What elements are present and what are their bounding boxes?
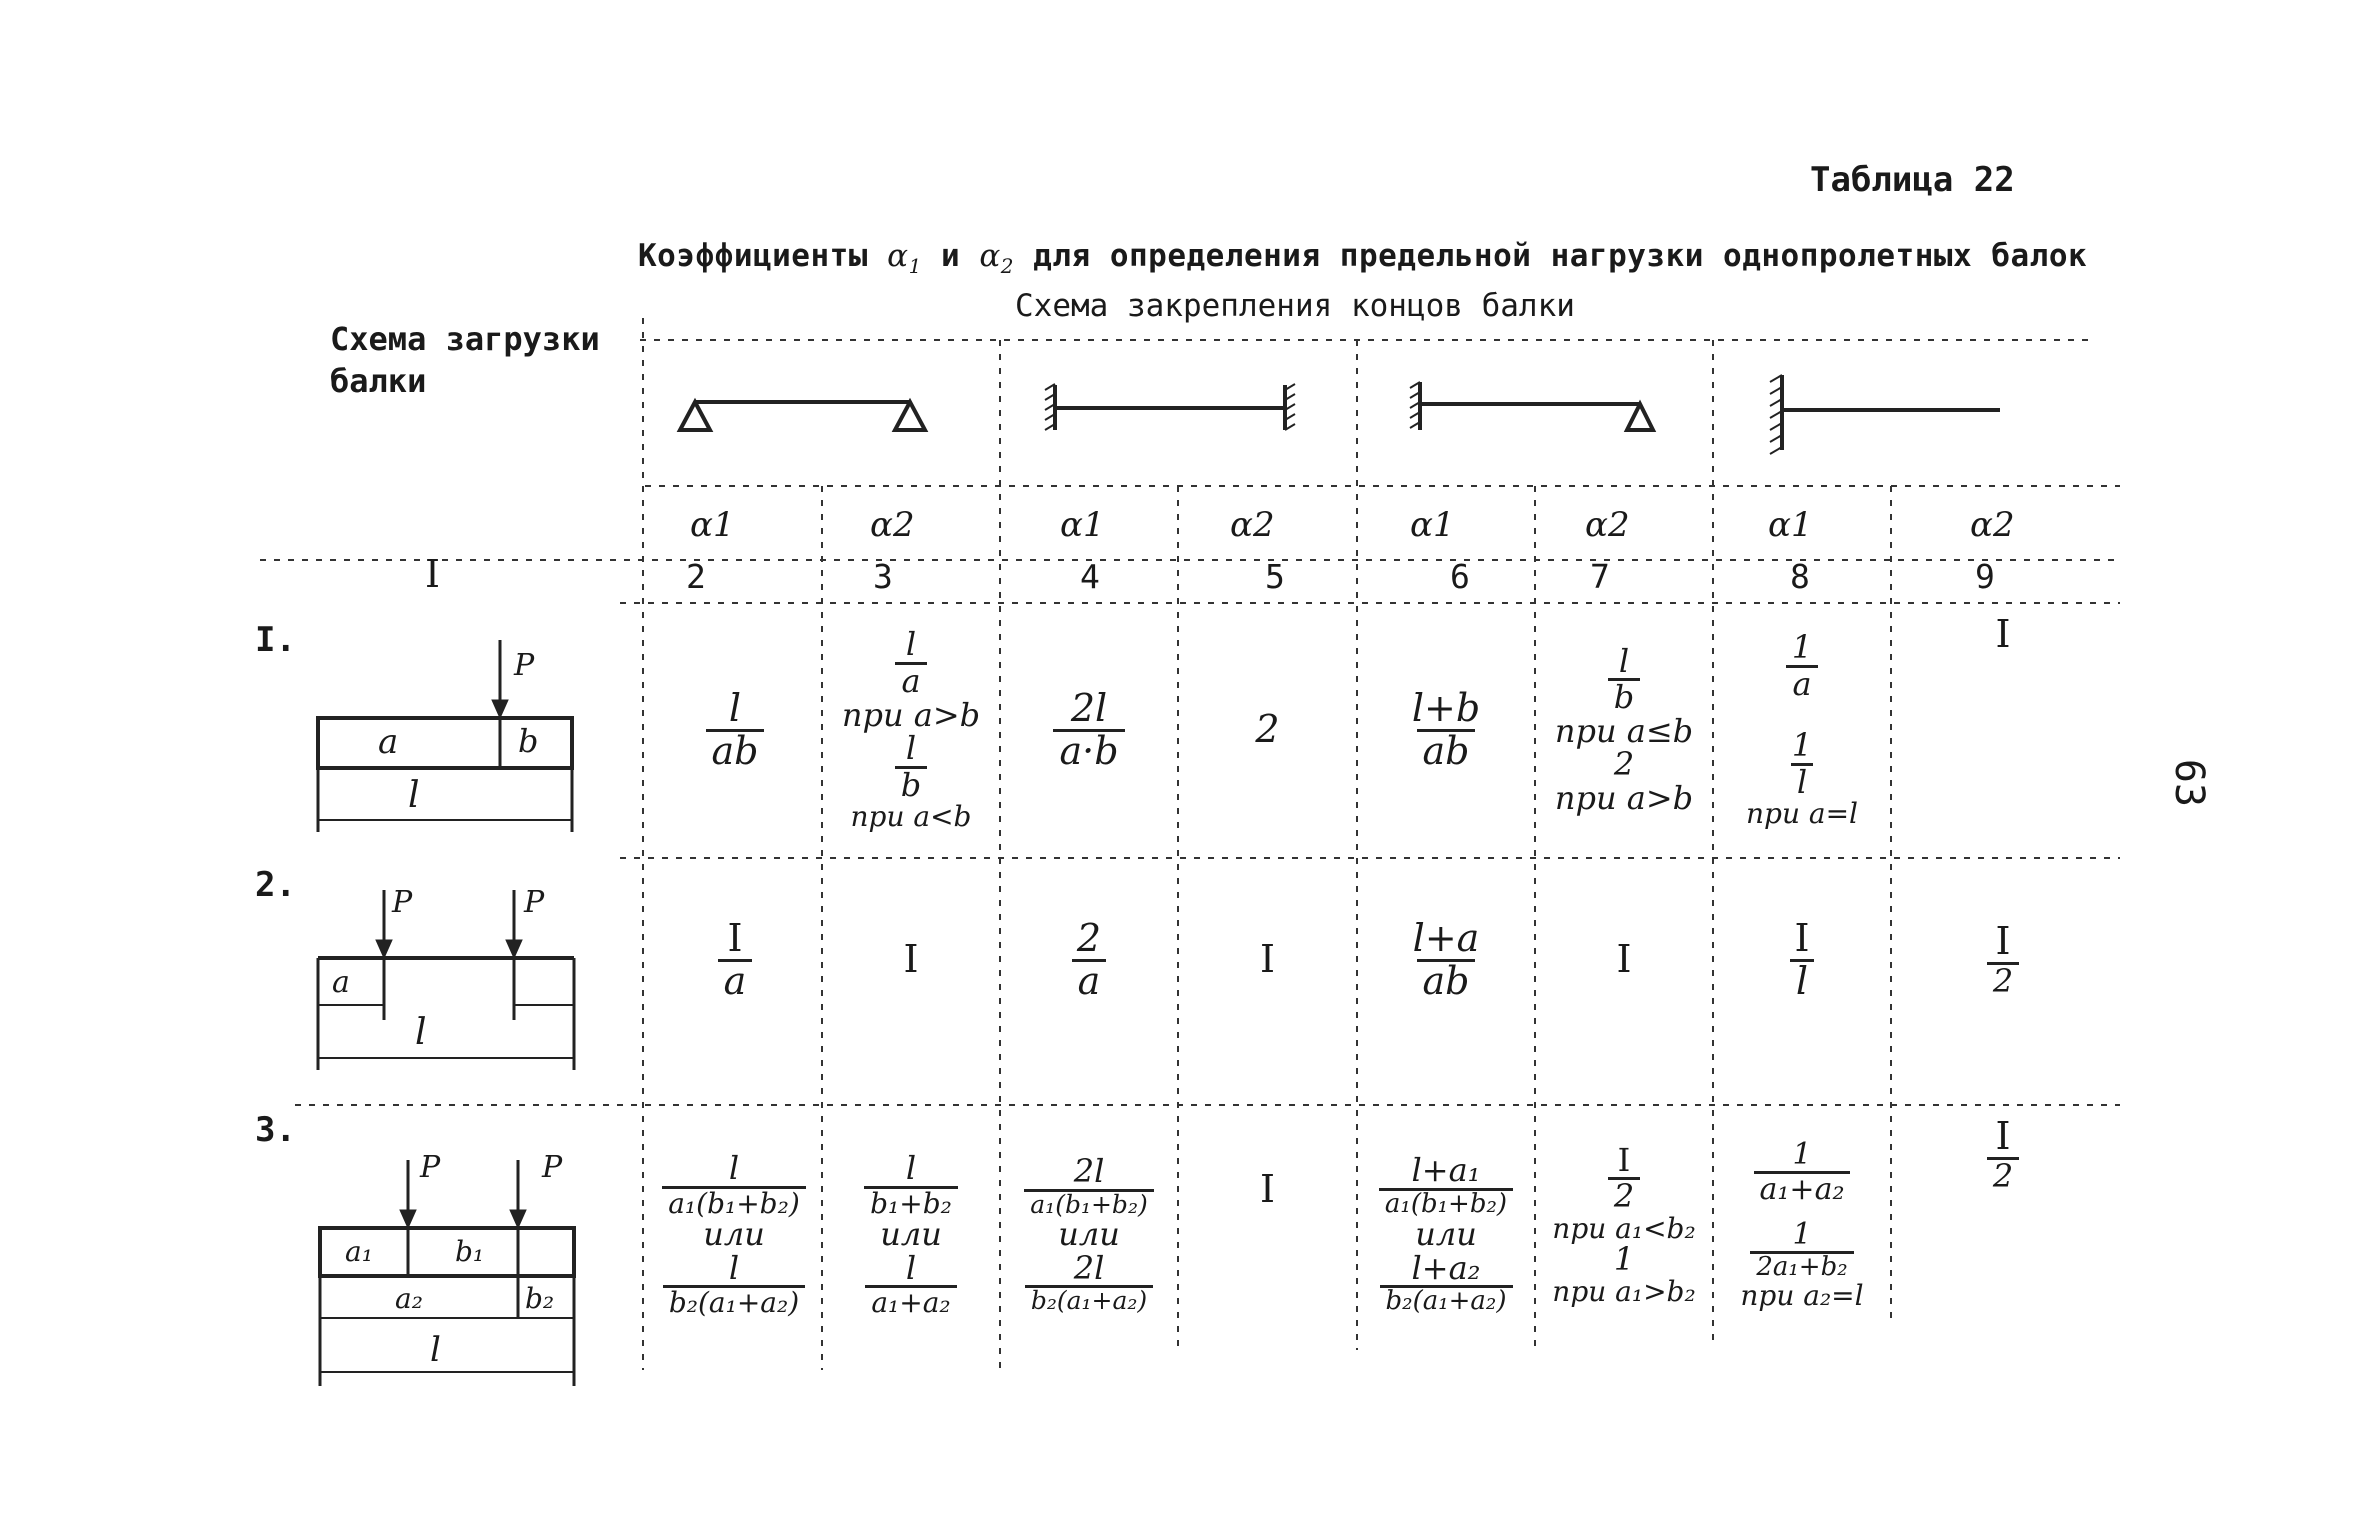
alpha-header-c2: α1: [690, 505, 735, 545]
cell-r1-c2: $\frac{l}{ab}$: [650, 605, 820, 855]
alpha-header-c5: α2: [1230, 505, 1275, 545]
cell-r1-c3: $\frac{l}{a}$ при a>b $\frac{l}{b}$ при a<b: [841, 625, 981, 834]
caption-prefix: Коэффициенты: [638, 238, 868, 274]
cell-r3-c5: I: [1259, 1167, 1275, 1212]
table-label: Таблица 22: [1810, 160, 2015, 200]
cell-r3-c3: $\frac{l}{\text{b₁+b₂}}$ или $\frac{l}{\text{a₁+a₂}}$: [824, 1115, 998, 1355]
diagram3-l: l: [430, 1330, 441, 1370]
cell-r3-c6: $\frac{\text{l+a₁}}{\text{a₁(b₁+b₂)}}$ или $\frac{\text{l+a₂}}{\text{b₂(a₁+a₂)}}$: [1359, 1115, 1533, 1355]
cell-r2-c9: $\frac{I}{2}$: [1893, 880, 2113, 1040]
cell-r1-c7: $\frac{l}{b}$ при a≤b 2 при a>b: [1554, 641, 1694, 817]
col-number-9: 9: [1975, 557, 1995, 596]
col-number-1: I: [425, 552, 441, 596]
diagram3-b2: b₂: [525, 1282, 555, 1315]
cell-r1-c8: $\frac{1}{a}$ $\frac{1}{l}$ при a=l: [1746, 628, 1858, 831]
fixed-pinned-beam-icon: [1410, 382, 1653, 430]
col-number-8: 8: [1790, 557, 1810, 596]
cell-r2-c4: $\frac{2}{a}$: [1002, 880, 1176, 1040]
diagram1-p: P: [514, 648, 535, 683]
cell-r2-c6: $\frac{l+a}{ab}$: [1412, 915, 1480, 1003]
diagram1-l: l: [408, 775, 420, 816]
cell-r3-c4: $\frac{2l}{\text{a₁(b₁+b₂)}}$ или $\frac{2l}{\text{b₂(a₁+a₂)}}$: [1002, 1115, 1176, 1355]
cell-r2-c8: $\frac{I}{l}$: [1715, 880, 1889, 1040]
cell-r3-c8: $\frac{1}{\text{a₁+a₂}}$ $\frac{1}{\text{2a₁+b₂}}$ при a₂=l: [1740, 1137, 1864, 1313]
simply-supported-beam-icon: [680, 402, 925, 430]
diagram2-p1: P: [392, 885, 413, 920]
row-label-3: 3.: [255, 1110, 296, 1150]
alpha-header-c9: α2: [1970, 505, 2015, 545]
cell-r2-c7: I: [1616, 937, 1632, 982]
caption-alpha1: $\alpha_1$: [887, 238, 922, 279]
caption-and: и: [940, 238, 961, 274]
cell-r3-c7: $\frac{I}{2}$ при a₁<b₂ 1 при a₁>b₂: [1552, 1140, 1696, 1308]
col-number-4: 4: [1080, 557, 1100, 596]
cantilever-beam-icon: [1770, 375, 2000, 454]
fixed-fixed-beam-icon: [1045, 384, 1295, 430]
loading-scheme-header: Схема загрузки балки: [330, 320, 600, 400]
alpha-header-c4: α1: [1060, 505, 1105, 545]
cell-r1-c9: I: [1995, 612, 2011, 657]
cell-r2-c2: $\frac{I}{a}$: [650, 880, 820, 1040]
col-number-3: 3: [873, 557, 893, 596]
diagram3-b1: b₁: [455, 1235, 485, 1268]
diagram2-p2: P: [524, 885, 545, 920]
cell-r3-c2: $\frac{l}{\text{a₁(b₁+b₂)}}$ или $\frac{l}{\text{b₂(a₁+a₂)}}$: [645, 1115, 823, 1355]
cell-r1-c6: $\frac{l+b}{ab}$: [1411, 685, 1481, 773]
caption-alpha2: $\alpha_2$: [979, 238, 1014, 279]
alpha-header-c3: α2: [870, 505, 915, 545]
diagram3-a1: a₁: [345, 1235, 373, 1268]
diagram2-a: a: [332, 965, 350, 1000]
alpha-header-c8: α1: [1768, 505, 1813, 545]
diagram3-p2: P: [542, 1150, 563, 1185]
cell-r2-c5: I: [1259, 937, 1275, 982]
load-diagram-3-icon: [320, 1160, 574, 1386]
fixing-scheme-header: Схема закрепления концов балки: [1015, 288, 1575, 324]
diagram1-a: a: [378, 722, 399, 762]
alpha-header-c7: α2: [1585, 505, 1630, 545]
cell-r1-c4: $\frac{2l}{a\cdot b}$: [1002, 605, 1176, 855]
col-number-6: 6: [1450, 557, 1470, 596]
cell-r1-c5: 2: [1255, 707, 1280, 752]
diagram3-a2: a₂: [395, 1282, 423, 1315]
col-number-2: 2: [686, 557, 706, 596]
cell-r2-c3: I: [903, 937, 919, 982]
diagram3-p1: P: [420, 1150, 441, 1185]
caption-suffix: для определения предельной нагрузки однопролетных балок: [1033, 238, 2088, 274]
col-number-5: 5: [1265, 557, 1285, 596]
col-number-7: 7: [1590, 557, 1610, 596]
diagram1-b: b: [518, 722, 539, 760]
row-label-1: I.: [255, 620, 296, 660]
alpha-header-c6: α1: [1410, 505, 1455, 545]
diagram2-l: l: [415, 1012, 427, 1053]
page-number: 63: [2166, 758, 2213, 808]
row-label-2: 2.: [255, 865, 296, 905]
cell-r3-c9: $\frac{I}{2}$: [1893, 1115, 2113, 1195]
